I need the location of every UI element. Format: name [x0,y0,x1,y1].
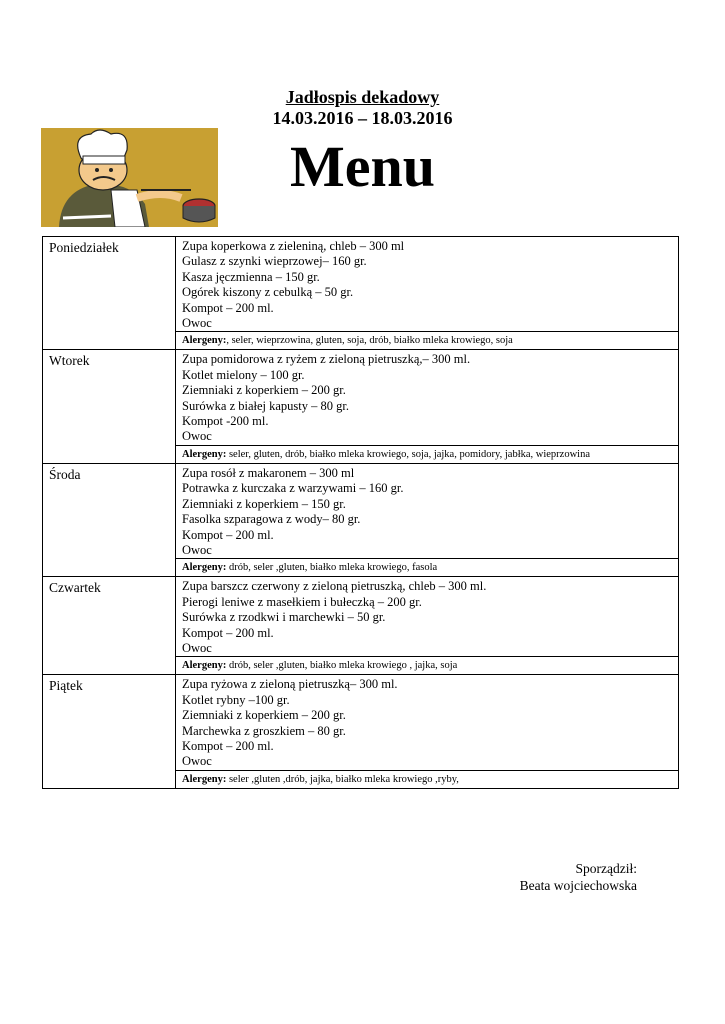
day-name: Czwartek [43,577,176,675]
day-menu [176,350,679,463]
day-name: Wtorek [43,350,176,463]
signature-name: Beata wojciechowska [519,878,637,893]
day-menu [176,675,679,788]
allergens-row [176,770,678,788]
allergens-label: Alergeny: [182,448,227,460]
allergens-row [176,331,678,349]
dish-item: Kompot – 200 ml. [182,738,274,753]
date-range: 14.03.2016 – 18.03.2016 [272,108,453,128]
dish-item: Owoc [182,316,212,331]
menu-table [42,236,679,789]
allergens-label: Alergeny: [182,660,227,672]
dish-list [176,464,678,558]
table-row [43,577,679,675]
allergens-row [176,558,678,576]
allergens-text: drób, seler ,gluten, białko mleka krowiego , jajka, soja [226,660,458,672]
allergens-label: Alergeny: [182,562,227,574]
dish-item: Zupa ryżowa z zieloną pietruszką– 300 ml. [182,677,398,692]
dish-item: Kompot -200 ml. [182,414,269,429]
allergens-label: Alergeny: [182,773,227,785]
dish-list [176,577,678,656]
dish-item: Kompot – 200 ml. [182,527,274,542]
table-row [43,463,679,576]
dish-item: Kotlet mielony – 100 gr. [182,367,305,382]
dish-item: Marchewka z groszkiem – 80 gr. [182,723,346,738]
dish-item: Kasza jęczmienna – 150 gr. [182,269,320,284]
dish-item: Zupa barszcz czerwony z zieloną pietruszką, chleb – 300 ml. [182,579,487,594]
dish-item: Ogórek kiszony z cebulką – 50 gr. [182,285,354,300]
allergens-row [176,445,678,463]
signature-label: Sporządził: [575,861,637,876]
dish-item: Fasolka szparagowa z wody– 80 gr. [182,512,361,527]
dish-item: Kompot – 200 ml. [182,625,274,640]
allergens-text: seler, gluten, drób, białko mleka krowiego, soja, jajka, pomidory, jabłka, wieprzowina [226,448,591,460]
allergens-text: drób, seler ,gluten, białko mleka krowiego, fasola [226,562,438,574]
menu-heading: Menu [290,134,435,199]
dish-list [176,237,678,331]
day-menu [176,237,679,350]
dish-item: Zupa koperkowa z zieleniną, chleb – 300 ml [182,239,405,253]
dish-item: Zupa rosół z makaronem – 300 ml [182,465,355,480]
dish-item: Kotlet rybny –100 gr. [182,692,290,707]
allergens-label: Alergeny: [182,335,227,347]
day-name: Poniedziałek [43,237,176,350]
table-row [43,350,679,463]
dish-item: Ziemniaki z koperkiem – 200 gr. [182,383,346,398]
dish-item: Potrawka z kurczaka z warzywami – 160 gr. [182,481,404,496]
dish-item: Pierogi leniwe z masełkiem i bułeczką – 200 gr. [182,594,422,609]
dish-item: Kompot – 200 ml. [182,300,274,315]
dish-item: Gulasz z szynki wieprzowej– 160 gr. [182,254,367,269]
allergens-text: seler ,gluten ,drób, jajka, białko mleka krowiego ,ryby, [226,773,459,785]
day-name: Piątek [43,675,176,788]
table-row [43,675,679,788]
dish-item: Surówka z rzodkwi i marchewki – 50 gr. [182,610,386,625]
dish-item: Ziemniaki z koperkiem – 200 gr. [182,708,346,723]
dish-item: Zupa pomidorowa z ryżem z zieloną pietruszką,– 300 ml. [182,352,471,367]
dish-item: Owoc [182,640,212,655]
document-header [0,87,725,129]
allergens-text: , seler, wieprzowina, gluten, soja, drób, białko mleka krowiego, soja [226,335,513,347]
signature [520,860,637,894]
dish-item: Owoc [182,754,212,769]
table-row [43,237,679,350]
dish-list [176,350,678,444]
dish-item: Owoc [182,542,212,557]
day-menu [176,463,679,576]
day-name: Środa [43,463,176,576]
day-menu [176,577,679,675]
dish-item: Ziemniaki z koperkiem – 150 gr. [182,496,346,511]
dish-list [176,675,678,769]
document-title: Jadłospis dekadowy [285,87,440,107]
dish-item: Owoc [182,429,212,444]
dish-item: Surówka z białej kapusty – 80 gr. [182,398,349,413]
allergens-row [176,656,678,674]
